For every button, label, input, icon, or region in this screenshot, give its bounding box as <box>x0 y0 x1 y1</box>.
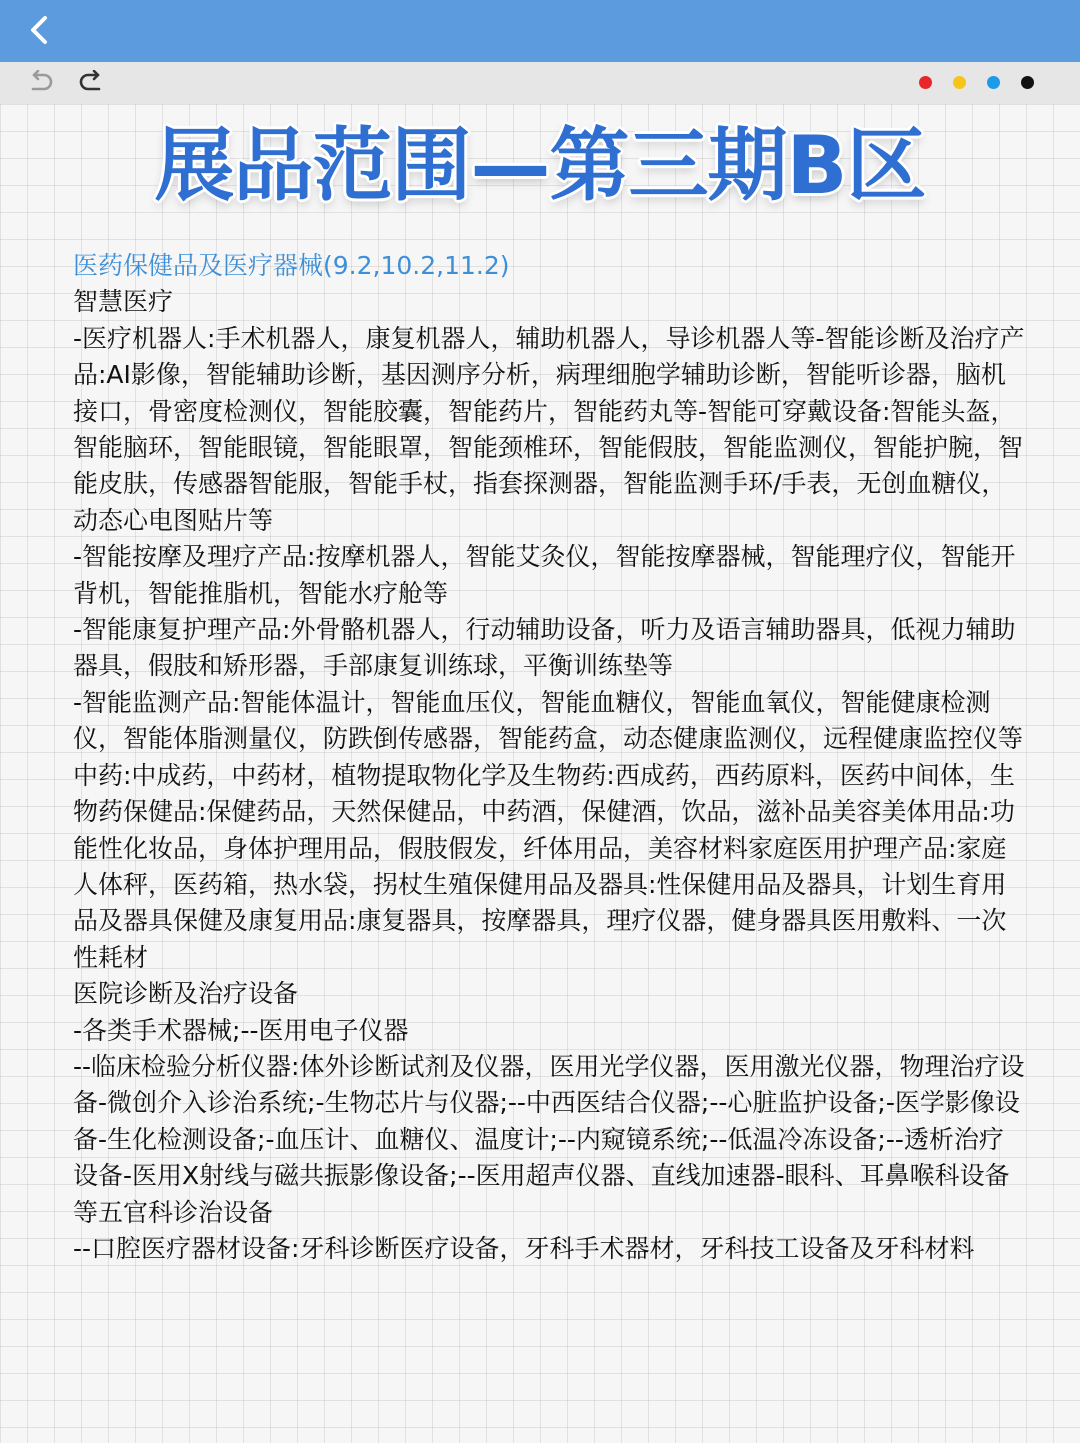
paragraph-hospital-heading: 医院诊断及治疗设备 <box>73 979 299 1009</box>
undo-icon <box>27 70 55 96</box>
grid-paper-canvas <box>0 104 1080 1443</box>
redo-button[interactable] <box>74 66 108 100</box>
paragraph-surgical: -各类手术器械;--医用电子仪器 <box>73 1015 409 1045</box>
edit-toolbar <box>0 62 1080 104</box>
page-title: 展品范围—第三期B区 <box>154 119 926 212</box>
paragraph-medicine: 中药:中成药，中药材，植物提取物化学及生物药:西成药，西药原料，医药中间体，生物药保健品:保健药品，天然保健品，中药酒，保健酒，饮品，滋补品美容美体用品:功能性化妆品，身体护理用品，假肢假发，纤体用品，美容材料家庭医用护理产品:家庭人体秤，医药箱，热水袋，拐杖生殖保健用品及器具:性保健用品及器具，计划生育用品及器具保健及康复用品:康复器具，按摩器具，理疗仪器，健身器具医用敷料、一次性耗材 <box>73 760 1015 972</box>
undo-button[interactable] <box>24 66 58 100</box>
redo-icon <box>77 70 105 96</box>
section-subtitle: 医药保健品及医疗器械(9.2,10.2,11.2) <box>73 251 510 280</box>
top-app-bar <box>0 0 1080 62</box>
paragraph-rehab: -智能康复护理产品:外骨骼机器人，行动辅助设备，听力及语言辅助器具，低视力辅助器具，假肢和矫形器，手部康复训练球，平衡训练垫等 <box>73 615 1016 681</box>
chevron-left-icon <box>25 15 55 45</box>
yellow-dot <box>953 76 966 89</box>
paragraph-smart-medical: 智慧医疗 <box>73 287 174 317</box>
paragraph-monitoring: -智能监测产品:智能体温计，智能血压仪，智能血糖仪，智能血氧仪，智能健康检测仪，智能体脂测量仪，防跌倒传感器，智能药盒，动态健康监测仪，远程健康监控仪等 <box>73 687 1024 754</box>
back-button[interactable] <box>18 8 62 52</box>
paragraph-robots: -医疗机器人:手术机器人，康复机器人，辅助机器人，导诊机器人等-智能诊断及治疗产品:AI影像，智能辅助诊断，基因测序分析，病理细胞学辅助诊断，智能听诊器，脑机接口，骨密度检测仪，智能胶囊，智能药片，智能药丸等-智能可穿戴设备:智能头盔，智能脑环，智能眼镜，智能眼罩，智能颈椎环，智能假肢，智能监测仪，智能护腕，智能皮肤，传感器智能服，智能手杖，指套探测器，智能监测手环/手表，无创血糖仪，动态心电图贴片等 <box>73 323 1025 535</box>
paragraph-clinical: --临床检验分析仪器:体外诊断试剂及仪器，医用光学仪器，医用激光仪器，物理治疗设备-微创介入诊治系统;-生物芯片与仪器;--中西医结合仪器;--心脏监护设备;-医学影像设备-生化检测设备;-血压计、血糖仪、温度计;--内窥镜系统;--低温冷冻设备;--透析治疗设备-医用X射线与磁共振影像设备;--医用超声仪器、直线加速器-眼科、耳鼻喉科设备等五官科诊治设备 <box>73 1051 1025 1227</box>
blue-dot <box>987 76 1000 89</box>
paragraph-dental: --口腔医疗器材设备:牙科诊断医疗设备，牙科手术器材，牙科技工设备及牙科材料 <box>73 1233 975 1263</box>
black-dot <box>1021 76 1034 89</box>
paragraph-massage: -智能按摩及理疗产品:按摩机器人，智能艾灸仪，智能按摩器械，智能理疗仪，智能开背机，智能推脂机，智能水疗舱等 <box>73 542 1016 608</box>
content-body <box>73 248 1025 1267</box>
red-dot <box>919 76 932 89</box>
